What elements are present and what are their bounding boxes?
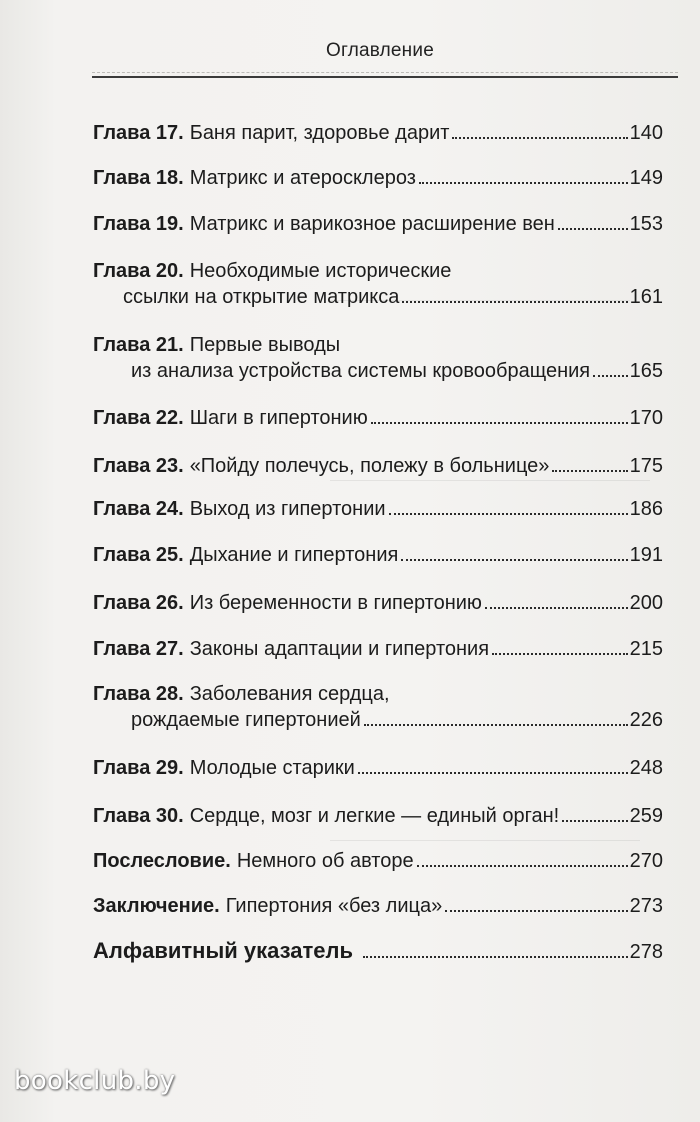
chapter-title: Первые выводы [189, 334, 341, 356]
page-number: 149 [629, 167, 663, 189]
chapter-title: Законы адаптации и гипертония [189, 638, 490, 660]
page-number: 165 [629, 360, 663, 382]
dot-leader [562, 820, 627, 822]
chapter-label: Глава 17. [93, 122, 184, 144]
page-number: 153 [629, 213, 663, 235]
dot-leader [419, 182, 628, 184]
dot-leader [485, 607, 628, 609]
chapter-label: Глава 25. [93, 544, 184, 566]
page-number: 175 [629, 455, 663, 477]
chapter-title: Выход из гипертонии [189, 498, 386, 520]
toc-entry [93, 120, 663, 146]
chapter-title: Матрикс и варикозное расширение вен [189, 213, 555, 235]
header-divider [92, 76, 678, 78]
toc-entry [93, 893, 663, 919]
toc-entry [93, 755, 663, 781]
page-number: 248 [629, 757, 663, 779]
chapter-title: Матрикс и атеросклероз [189, 167, 416, 189]
chapter-label: Послесловие. [93, 850, 231, 872]
page-number: 161 [629, 286, 663, 308]
dot-leader [593, 375, 627, 377]
chapter-title: Немного об авторе [236, 850, 414, 872]
chapter-label: Глава 19. [93, 213, 184, 235]
watermark: bookclub.by [14, 1066, 176, 1096]
chapter-title: Заболевания сердца, [189, 683, 390, 705]
chapter-title: Баня парит, здоровье дарит [189, 122, 450, 144]
page-number: 140 [629, 122, 663, 144]
chapter-title: Шаги в гипертонию [189, 407, 368, 429]
toc-entry [93, 848, 663, 874]
toc-entry [93, 165, 663, 191]
chapter-label: Глава 20. [93, 260, 184, 282]
chapter-label: Глава 22. [93, 407, 184, 429]
page-number: 270 [629, 850, 663, 872]
dot-leader [558, 228, 628, 230]
chapter-title: Молодые старики [189, 757, 355, 779]
toc-entry [93, 938, 663, 965]
dot-leader [389, 513, 628, 515]
chapter-label: Глава 29. [93, 757, 184, 779]
page-number: 191 [629, 544, 663, 566]
dot-leader [552, 470, 627, 472]
chapter-title: «Пойду полечусь, полежу в больнице» [189, 455, 550, 477]
chapter-label: Глава 23. [93, 455, 184, 477]
chapter-title: Необходимые исторические [189, 260, 452, 282]
page-number: 278 [629, 941, 663, 963]
toc-entry [93, 496, 663, 522]
chapter-title-continuation: ссылки на открытие матрикса [123, 286, 400, 308]
page-number: 186 [629, 498, 663, 520]
chapter-label: Глава 27. [93, 638, 184, 660]
chapter-label: Заключение. [93, 895, 220, 917]
toc-entry [93, 332, 663, 384]
chapter-title-continuation: из анализа устройства системы кровообращения [131, 360, 591, 382]
dot-leader [417, 865, 628, 867]
chapter-title: Дыхание и гипертония [189, 544, 399, 566]
chapter-title-continuation: рождаемые гипертонией [131, 709, 361, 731]
header-divider-faint [92, 72, 678, 73]
toc-entry [93, 453, 663, 479]
toc-entry [93, 681, 663, 733]
page-number: 200 [629, 592, 663, 614]
page-number: 259 [629, 805, 663, 827]
dot-leader [358, 772, 628, 774]
chapter-label: Глава 21. [93, 334, 184, 356]
toc-entry [93, 211, 663, 237]
chapter-label: Глава 30. [93, 805, 184, 827]
dot-leader [445, 910, 627, 912]
dot-leader [452, 137, 627, 139]
toc-entry [93, 803, 663, 829]
bleed-through-mark [330, 480, 650, 493]
dot-leader [401, 559, 627, 561]
chapter-label: Глава 28. [93, 683, 184, 705]
chapter-title: Гипертония «без лица» [225, 895, 443, 917]
toc-entry [93, 590, 663, 616]
toc-entry [93, 258, 663, 310]
dot-leader [492, 653, 628, 655]
chapter-label: Глава 26. [93, 592, 184, 614]
toc-entry [93, 542, 663, 568]
chapter-label: Алфавитный указатель [93, 938, 354, 963]
page-title: Оглавление [326, 40, 434, 61]
dot-leader [363, 956, 628, 958]
dot-leader [371, 422, 628, 424]
page-number: 273 [629, 895, 663, 917]
page-number: 170 [629, 407, 663, 429]
dot-leader [402, 301, 627, 303]
chapter-label: Глава 18. [93, 167, 184, 189]
toc-entry [93, 405, 663, 431]
chapter-title: Сердце, мозг и легкие — единый орган! [189, 805, 560, 827]
dot-leader [364, 724, 628, 726]
page-number: 226 [629, 709, 663, 731]
toc-entry [93, 636, 663, 662]
chapter-title: Из беременности в гипертонию [189, 592, 482, 614]
page-number: 215 [629, 638, 663, 660]
chapter-label: Глава 24. [93, 498, 184, 520]
